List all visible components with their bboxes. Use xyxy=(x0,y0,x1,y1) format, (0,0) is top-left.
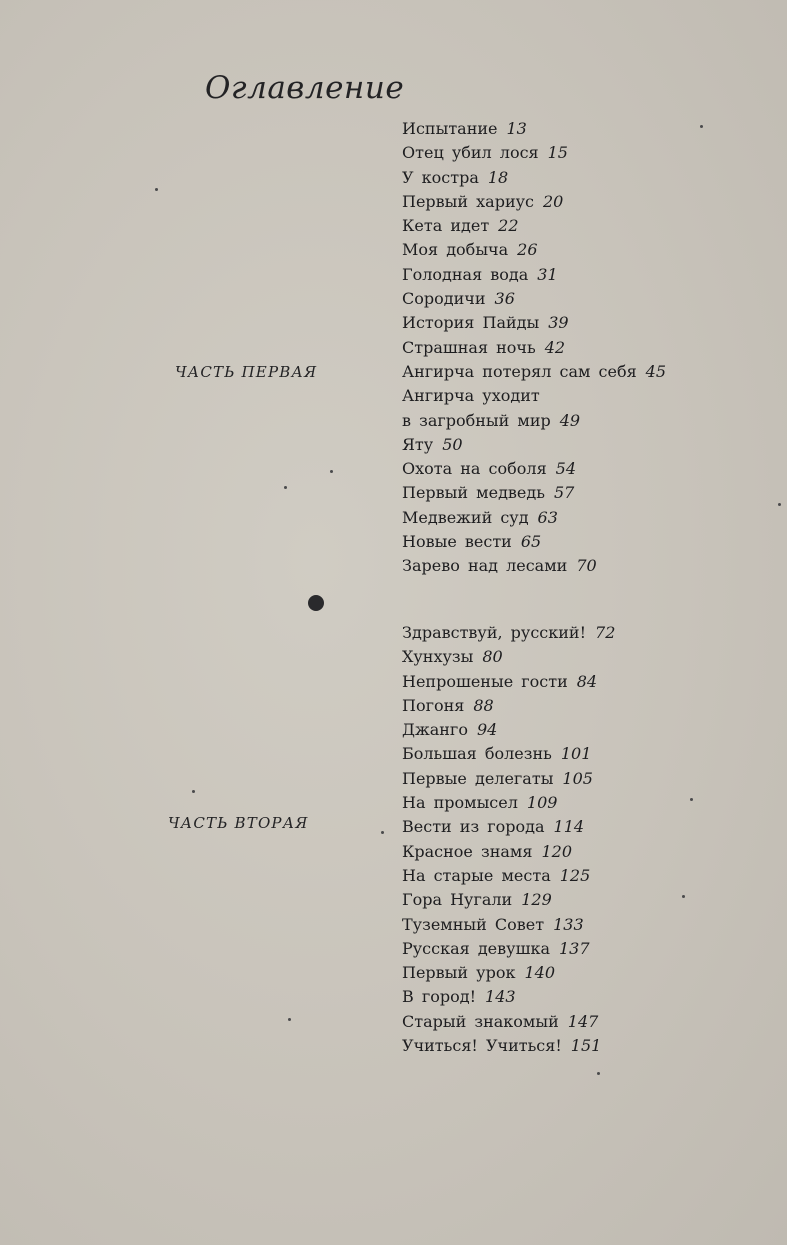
toc-entry-title: Голодная вода xyxy=(402,264,529,284)
toc-entry-page: 120 xyxy=(541,841,572,861)
toc-entry-title: Ангирча уходит xyxy=(402,386,540,406)
toc-entry xyxy=(402,311,666,335)
toc-entry-title: Красное знамя xyxy=(402,841,533,861)
toc-entry-title: Ангирча потерял сам себя xyxy=(402,361,637,381)
toc-entry-title: На промысел xyxy=(402,793,518,813)
toc-entry-page: 140 xyxy=(524,963,555,983)
toc-entry-page: 57 xyxy=(553,483,575,503)
toc-entry-page: 39 xyxy=(548,313,569,333)
toc-entry-title: Учиться! Учиться! xyxy=(402,1036,562,1056)
toc-entry-title: Первый медведь xyxy=(402,483,545,503)
toc-entry-page: 129 xyxy=(521,890,552,910)
toc-entry xyxy=(402,985,615,1009)
toc-entry-page: 42 xyxy=(544,337,566,357)
toc-entry-page: 22 xyxy=(498,216,519,236)
toc-entry-page: 114 xyxy=(553,817,585,837)
toc-entry xyxy=(402,888,615,912)
toc-entry-title: На старые места xyxy=(402,865,551,885)
toc-entry-page: 26 xyxy=(517,240,538,260)
toc-entry-title: Сородичи xyxy=(402,289,486,309)
toc-entry-title: Старый знакомый xyxy=(402,1011,559,1031)
toc-entry xyxy=(402,190,666,214)
toc-entry-title: У костра xyxy=(402,167,479,187)
toc-entry-page: 18 xyxy=(487,167,509,187)
toc-list-part-one xyxy=(402,117,666,579)
toc-entry-title: Погоня xyxy=(402,695,465,715)
toc-entry-title: Вести из города xyxy=(402,817,545,837)
toc-entry-page: 125 xyxy=(559,865,591,885)
paper-speck xyxy=(597,1072,600,1075)
toc-entry xyxy=(402,336,666,360)
toc-entry xyxy=(402,840,615,864)
toc-entry-page: 151 xyxy=(570,1036,602,1056)
toc-entry xyxy=(402,506,666,530)
toc-entry xyxy=(402,815,615,839)
toc-entry xyxy=(402,530,666,554)
paper-speck xyxy=(682,895,685,898)
toc-entry xyxy=(402,742,615,766)
page-title: Оглавление xyxy=(205,70,405,106)
section-separator-dot xyxy=(308,595,324,611)
toc-entry xyxy=(402,214,666,238)
toc-entry xyxy=(402,554,666,578)
toc-entry xyxy=(402,1010,615,1034)
toc-entry-title: Русская девушка xyxy=(402,938,550,958)
toc-entry xyxy=(402,409,666,433)
paper-speck xyxy=(690,798,693,801)
toc-entry-page: 36 xyxy=(494,289,515,309)
toc-entry-title: Новые вести xyxy=(402,532,512,552)
toc-entry-title: Туземный Совет xyxy=(402,914,545,934)
toc-entry-title: Большая болезнь xyxy=(402,744,552,764)
paper-speck xyxy=(192,790,195,793)
toc-entry-title: Моя добыча xyxy=(402,240,509,260)
toc-entry xyxy=(402,718,615,742)
paper-speck xyxy=(700,125,703,128)
toc-entry xyxy=(402,694,615,718)
paper-speck xyxy=(155,188,158,191)
toc-entry xyxy=(402,481,666,505)
toc-entry-page: 54 xyxy=(555,459,577,479)
toc-entry xyxy=(402,117,666,141)
toc-entry-page: 137 xyxy=(558,938,590,958)
toc-entry-title: Хунхузы xyxy=(402,647,474,667)
toc-entry-page: 50 xyxy=(442,434,463,454)
toc-entry-title: Джанго xyxy=(402,720,468,740)
toc-entry xyxy=(402,961,615,985)
toc-entry-page: 63 xyxy=(537,507,558,527)
toc-entry xyxy=(402,457,666,481)
toc-entry-title: Медвежий суд xyxy=(402,507,529,527)
toc-entry xyxy=(402,141,666,165)
toc-entry-title: Первые делегаты xyxy=(402,768,554,788)
toc-entry xyxy=(402,621,615,645)
toc-entry-title: Гора Нугали xyxy=(402,890,513,910)
toc-entry xyxy=(402,287,666,311)
toc-entry-title: Охота на соболя xyxy=(402,459,547,479)
paper-speck xyxy=(381,831,384,834)
toc-entry-page: 143 xyxy=(485,987,516,1007)
part-two-label: ЧАСТЬ ВТОРАЯ xyxy=(168,814,309,832)
toc-entry xyxy=(402,433,666,457)
toc-entry xyxy=(402,767,615,791)
toc-entry-title: Зарево над лесами xyxy=(402,556,568,576)
toc-entry xyxy=(402,360,666,384)
toc-entry-page: 13 xyxy=(506,119,527,138)
toc-entry-page: 49 xyxy=(559,410,581,430)
toc-entry-page: 84 xyxy=(576,671,598,691)
part-one-label: ЧАСТЬ ПЕРВАЯ xyxy=(175,363,318,381)
toc-entry-page: 20 xyxy=(543,191,564,211)
toc-entry xyxy=(402,937,615,961)
toc-entry-page: 31 xyxy=(537,264,558,284)
paper-speck xyxy=(284,486,287,489)
toc-entry-title: Испытание xyxy=(402,119,498,138)
toc-entry-page: 15 xyxy=(547,143,568,163)
toc-entry-title: Отец убил лося xyxy=(402,143,539,163)
toc-entry-title: В город! xyxy=(402,987,477,1007)
toc-entry-page: 65 xyxy=(520,532,542,552)
toc-entry xyxy=(402,263,666,287)
toc-entry xyxy=(402,791,615,815)
toc-entry-title: Первый урок xyxy=(402,963,516,983)
toc-entry xyxy=(402,238,666,262)
toc-entry-page: 88 xyxy=(473,695,494,715)
toc-entry xyxy=(402,384,666,408)
toc-entry-title: Здравствуй, русский! xyxy=(402,623,587,642)
toc-entry-page: 70 xyxy=(576,556,597,576)
toc-entry-title: Яту xyxy=(402,434,434,454)
toc-entry-title: История Пайды xyxy=(402,313,540,333)
toc-entry-page: 105 xyxy=(562,768,593,788)
toc-entry-page: 147 xyxy=(567,1011,599,1031)
toc-entry-page: 109 xyxy=(526,793,558,813)
toc-entry-page: 45 xyxy=(645,361,667,381)
toc-entry xyxy=(402,670,615,694)
paper-speck xyxy=(288,1018,291,1021)
toc-entry xyxy=(402,864,615,888)
toc-entry-title: Непрошеные гости xyxy=(402,671,568,691)
toc-entry xyxy=(402,166,666,190)
toc-entry-page: 101 xyxy=(560,744,592,764)
paper-speck xyxy=(330,470,333,473)
toc-entry-page: 72 xyxy=(595,623,616,642)
toc-entry-title: Страшная ночь xyxy=(402,337,536,357)
paper-speck xyxy=(778,503,781,506)
toc-entry-title: Первый хариус xyxy=(402,191,534,211)
toc-entry-page: 80 xyxy=(482,647,503,667)
toc-entry-page: 94 xyxy=(476,720,498,740)
toc-entry-page: 133 xyxy=(553,914,584,934)
toc-list-part-two xyxy=(402,621,615,1058)
toc-entry-title: Кета идет xyxy=(402,216,490,236)
toc-entry xyxy=(402,913,615,937)
toc-entry xyxy=(402,645,615,669)
toc-entry-title: в загробный мир xyxy=(402,410,551,430)
toc-entry xyxy=(402,1034,615,1058)
